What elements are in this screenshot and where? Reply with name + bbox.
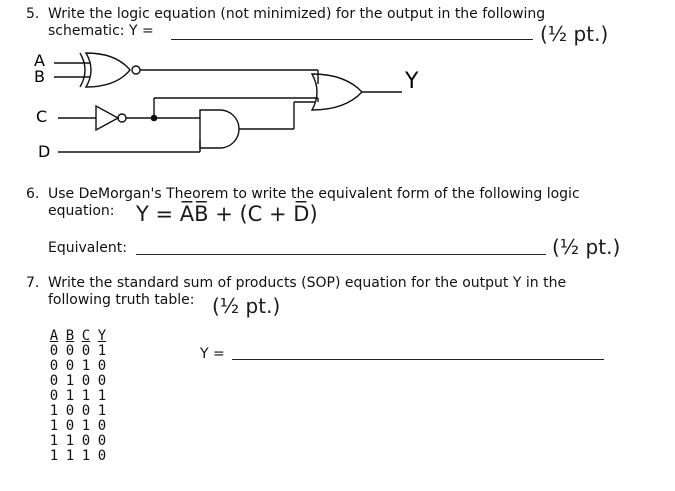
- cell: 0: [49, 358, 59, 374]
- and-gate: [200, 110, 239, 148]
- q5-points-note: (½ pt.): [540, 22, 609, 46]
- q6-equation: Y = A̅B̅ + (C + D̅): [136, 202, 318, 226]
- truth-table-row: [46, 434, 110, 449]
- cell: 0: [49, 373, 59, 389]
- cell: 0: [97, 418, 107, 434]
- q7-prompt-line1: Write the standard sum of products (SOP) equation for the output Y in the: [48, 275, 567, 291]
- input-label-a: A: [34, 51, 45, 70]
- q7-points-note: (½ pt.): [212, 294, 281, 318]
- cell: 1: [81, 388, 91, 404]
- truth-table-row: [46, 389, 110, 404]
- cell: 1: [65, 373, 75, 389]
- cell: 0: [97, 448, 107, 464]
- truth-table-header: Y: [97, 328, 107, 344]
- input-label-c: C: [36, 107, 48, 126]
- input-label-d: D: [38, 142, 51, 160]
- cell: 1: [81, 418, 91, 434]
- or-gate: [312, 74, 362, 110]
- truth-table-row: [46, 344, 110, 359]
- cell: 1: [49, 403, 59, 419]
- xor-gate: [86, 53, 130, 87]
- q6-prompt-line1: Use DeMorgan's Theorem to write the equivalent form of the following logic: [48, 186, 580, 202]
- cell: 1: [49, 448, 59, 464]
- cell: 0: [81, 433, 91, 449]
- q7-answer-line[interactable]: [232, 359, 604, 360]
- truth-table-row: [46, 374, 110, 389]
- cell: 1: [65, 388, 75, 404]
- truth-table-row: [46, 404, 110, 419]
- cell: 0: [81, 403, 91, 419]
- q7-answer-label: Y =: [200, 346, 225, 362]
- cell: 0: [49, 388, 59, 404]
- cell: 1: [97, 388, 107, 404]
- cell: 1: [49, 433, 59, 449]
- truth-table-row: [46, 449, 110, 464]
- cell: 1: [97, 343, 107, 359]
- q6-prompt-line2: equation:: [48, 203, 115, 219]
- input-label-b: B: [34, 67, 45, 86]
- q7-number: 7.: [26, 275, 40, 291]
- truth-table-row: [46, 359, 110, 374]
- q6-points-note: (½ pt.): [552, 235, 621, 259]
- q7-prompt-line2: following truth table:: [48, 292, 195, 308]
- q6-equivalent-label: Equivalent:: [48, 240, 127, 256]
- truth-table: [46, 329, 110, 464]
- cell: 0: [65, 403, 75, 419]
- cell: 0: [49, 343, 59, 359]
- q6-answer-line[interactable]: [136, 254, 546, 255]
- cell: 0: [65, 418, 75, 434]
- truth-table-row: [46, 419, 110, 434]
- cell: 0: [81, 373, 91, 389]
- q5-prompt-line1: Write the logic equation (not minimized) for the output in the following: [48, 6, 546, 22]
- cell: 1: [81, 448, 91, 464]
- q5-number: 5.: [26, 6, 40, 22]
- truth-table-header: C: [81, 328, 91, 344]
- cell: 1: [65, 448, 75, 464]
- q6-number: 6.: [26, 186, 40, 202]
- cell: 1: [49, 418, 59, 434]
- cell: 1: [97, 403, 107, 419]
- not-gate: [96, 106, 118, 130]
- cell: 0: [97, 358, 107, 374]
- cell: 0: [97, 433, 107, 449]
- truth-table-header: B: [65, 328, 75, 344]
- truth-table-header: A: [49, 328, 59, 344]
- q5-answer-line[interactable]: [171, 39, 533, 40]
- cell: 0: [65, 358, 75, 374]
- cell: 0: [97, 373, 107, 389]
- cell: 1: [65, 433, 75, 449]
- xor-output-bubble: [132, 66, 140, 74]
- cell: 0: [65, 343, 75, 359]
- xor-gate-extra-arc: [80, 53, 85, 87]
- cell: 0: [81, 343, 91, 359]
- q5-prompt-line2: schematic: Y =: [48, 23, 154, 39]
- q5-schematic: [0, 48, 430, 160]
- output-label-y: Y: [405, 69, 419, 94]
- cell: 1: [81, 358, 91, 374]
